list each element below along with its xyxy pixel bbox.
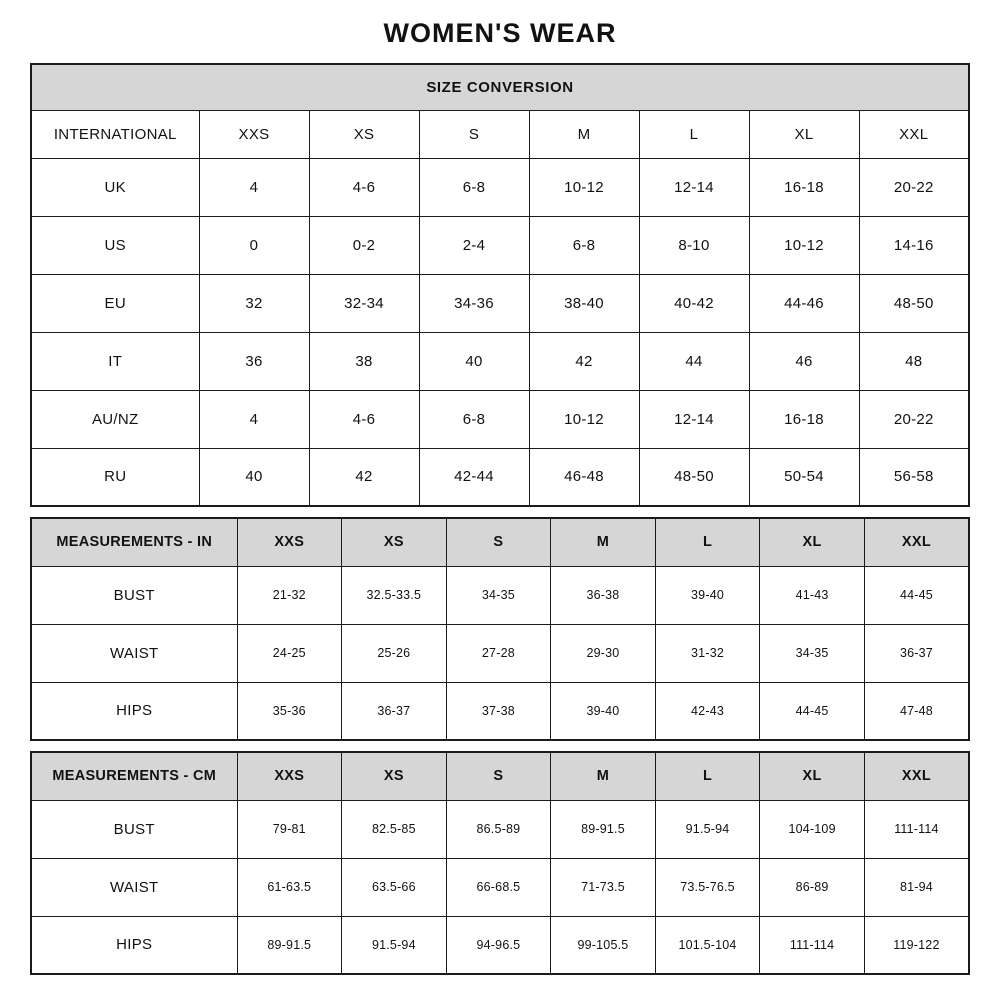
- value-cell: 12-14: [639, 158, 749, 216]
- value-cell: 50-54: [749, 448, 859, 506]
- value-cell: 56-58: [859, 448, 969, 506]
- table-row: [31, 566, 969, 624]
- row-label: EU: [31, 274, 199, 332]
- row-label: HIPS: [31, 916, 237, 974]
- value-cell: 82.5-85: [342, 800, 447, 858]
- size-column-header: XL: [749, 110, 859, 158]
- value-cell: 42-44: [419, 448, 529, 506]
- size-column-header: XXL: [859, 110, 969, 158]
- value-cell: 79-81: [237, 800, 342, 858]
- value-cell: 20-22: [859, 158, 969, 216]
- value-cell: 36-38: [551, 566, 656, 624]
- row-label: IT: [31, 332, 199, 390]
- table-caption-row: [31, 64, 969, 110]
- value-cell: 34-35: [760, 624, 865, 682]
- value-cell: 10-12: [749, 216, 859, 274]
- value-cell: 86.5-89: [446, 800, 551, 858]
- value-cell: 39-40: [551, 682, 656, 740]
- value-cell: 8-10: [639, 216, 749, 274]
- table-row: [31, 448, 969, 506]
- value-cell: 37-38: [446, 682, 551, 740]
- measurements-in-table: [30, 517, 970, 741]
- size-column-header: XXS: [237, 518, 342, 566]
- size-column-header: XL: [760, 518, 865, 566]
- value-cell: 16-18: [749, 390, 859, 448]
- table-row: [31, 216, 969, 274]
- value-cell: 24-25: [237, 624, 342, 682]
- size-column-header: S: [446, 752, 551, 800]
- row-label: WAIST: [31, 624, 237, 682]
- value-cell: 35-36: [237, 682, 342, 740]
- value-cell: 46-48: [529, 448, 639, 506]
- value-cell: 91.5-94: [655, 800, 760, 858]
- value-cell: 31-32: [655, 624, 760, 682]
- value-cell: 48-50: [639, 448, 749, 506]
- table-row: [31, 858, 969, 916]
- value-cell: 91.5-94: [342, 916, 447, 974]
- value-cell: 66-68.5: [446, 858, 551, 916]
- value-cell: 48: [859, 332, 969, 390]
- value-cell: 119-122: [864, 916, 969, 974]
- value-cell: 36: [199, 332, 309, 390]
- value-cell: 6-8: [419, 390, 529, 448]
- value-cell: 99-105.5: [551, 916, 656, 974]
- row-label: HIPS: [31, 682, 237, 740]
- value-cell: 40: [199, 448, 309, 506]
- column-header-row: [31, 752, 969, 800]
- table-row: [31, 274, 969, 332]
- value-cell: 61-63.5: [237, 858, 342, 916]
- value-cell: 38: [309, 332, 419, 390]
- value-cell: 94-96.5: [446, 916, 551, 974]
- value-cell: 0: [199, 216, 309, 274]
- row-label-header: MEASUREMENTS - IN: [31, 518, 237, 566]
- value-cell: 71-73.5: [551, 858, 656, 916]
- value-cell: 4-6: [309, 158, 419, 216]
- value-cell: 4: [199, 158, 309, 216]
- size-column-header: XXL: [864, 752, 969, 800]
- table-row: [31, 390, 969, 448]
- value-cell: 25-26: [342, 624, 447, 682]
- value-cell: 32-34: [309, 274, 419, 332]
- value-cell: 10-12: [529, 390, 639, 448]
- size-column-header: XS: [342, 752, 447, 800]
- size-conversion-table: [30, 63, 970, 507]
- table-row: [31, 916, 969, 974]
- value-cell: 14-16: [859, 216, 969, 274]
- column-header-row: [31, 110, 969, 158]
- value-cell: 101.5-104: [655, 916, 760, 974]
- value-cell: 89-91.5: [237, 916, 342, 974]
- value-cell: 111-114: [760, 916, 865, 974]
- value-cell: 42-43: [655, 682, 760, 740]
- value-cell: 21-32: [237, 566, 342, 624]
- value-cell: 32.5-33.5: [342, 566, 447, 624]
- value-cell: 40-42: [639, 274, 749, 332]
- size-column-header: L: [639, 110, 749, 158]
- value-cell: 16-18: [749, 158, 859, 216]
- value-cell: 47-48: [864, 682, 969, 740]
- value-cell: 0-2: [309, 216, 419, 274]
- value-cell: 40: [419, 332, 529, 390]
- row-label: BUST: [31, 566, 237, 624]
- value-cell: 42: [309, 448, 419, 506]
- value-cell: 44: [639, 332, 749, 390]
- value-cell: 10-12: [529, 158, 639, 216]
- measurements-cm-table: [30, 751, 970, 975]
- value-cell: 63.5-66: [342, 858, 447, 916]
- row-label: UK: [31, 158, 199, 216]
- page-title: WOMEN'S WEAR: [383, 18, 617, 48]
- value-cell: 89-91.5: [551, 800, 656, 858]
- value-cell: 48-50: [859, 274, 969, 332]
- value-cell: 29-30: [551, 624, 656, 682]
- value-cell: 12-14: [639, 390, 749, 448]
- table-row: [31, 682, 969, 740]
- row-label: RU: [31, 448, 199, 506]
- value-cell: 41-43: [760, 566, 865, 624]
- size-column-header: L: [655, 752, 760, 800]
- row-label-header: MEASUREMENTS - CM: [31, 752, 237, 800]
- size-column-header: M: [529, 110, 639, 158]
- row-label: BUST: [31, 800, 237, 858]
- value-cell: 36-37: [864, 624, 969, 682]
- value-cell: 38-40: [529, 274, 639, 332]
- value-cell: 36-37: [342, 682, 447, 740]
- value-cell: 111-114: [864, 800, 969, 858]
- value-cell: 81-94: [864, 858, 969, 916]
- size-column-header: L: [655, 518, 760, 566]
- row-label: WAIST: [31, 858, 237, 916]
- value-cell: 39-40: [655, 566, 760, 624]
- value-cell: 34-36: [419, 274, 529, 332]
- value-cell: 86-89: [760, 858, 865, 916]
- size-column-header: XXS: [199, 110, 309, 158]
- value-cell: 34-35: [446, 566, 551, 624]
- size-column-header: S: [419, 110, 529, 158]
- value-cell: 6-8: [529, 216, 639, 274]
- value-cell: 44-45: [760, 682, 865, 740]
- size-column-header: XS: [342, 518, 447, 566]
- size-column-header: XXS: [237, 752, 342, 800]
- value-cell: 104-109: [760, 800, 865, 858]
- value-cell: 20-22: [859, 390, 969, 448]
- value-cell: 42: [529, 332, 639, 390]
- table-row: [31, 624, 969, 682]
- value-cell: 6-8: [419, 158, 529, 216]
- value-cell: 44-45: [864, 566, 969, 624]
- value-cell: 73.5-76.5: [655, 858, 760, 916]
- table-row: [31, 332, 969, 390]
- value-cell: 2-4: [419, 216, 529, 274]
- row-label: AU/NZ: [31, 390, 199, 448]
- value-cell: 27-28: [446, 624, 551, 682]
- size-column-header: XL: [760, 752, 865, 800]
- value-cell: 4-6: [309, 390, 419, 448]
- value-cell: 46: [749, 332, 859, 390]
- table-row: [31, 158, 969, 216]
- size-conversion-header: SIZE CONVERSION: [31, 64, 969, 110]
- column-header-row: [31, 518, 969, 566]
- value-cell: 44-46: [749, 274, 859, 332]
- row-label: US: [31, 216, 199, 274]
- size-column-header: S: [446, 518, 551, 566]
- value-cell: 32: [199, 274, 309, 332]
- table-row: [31, 800, 969, 858]
- size-column-header: M: [551, 752, 656, 800]
- row-label-header: INTERNATIONAL: [31, 110, 199, 158]
- size-column-header: XS: [309, 110, 419, 158]
- size-column-header: M: [551, 518, 656, 566]
- size-column-header: XXL: [864, 518, 969, 566]
- value-cell: 4: [199, 390, 309, 448]
